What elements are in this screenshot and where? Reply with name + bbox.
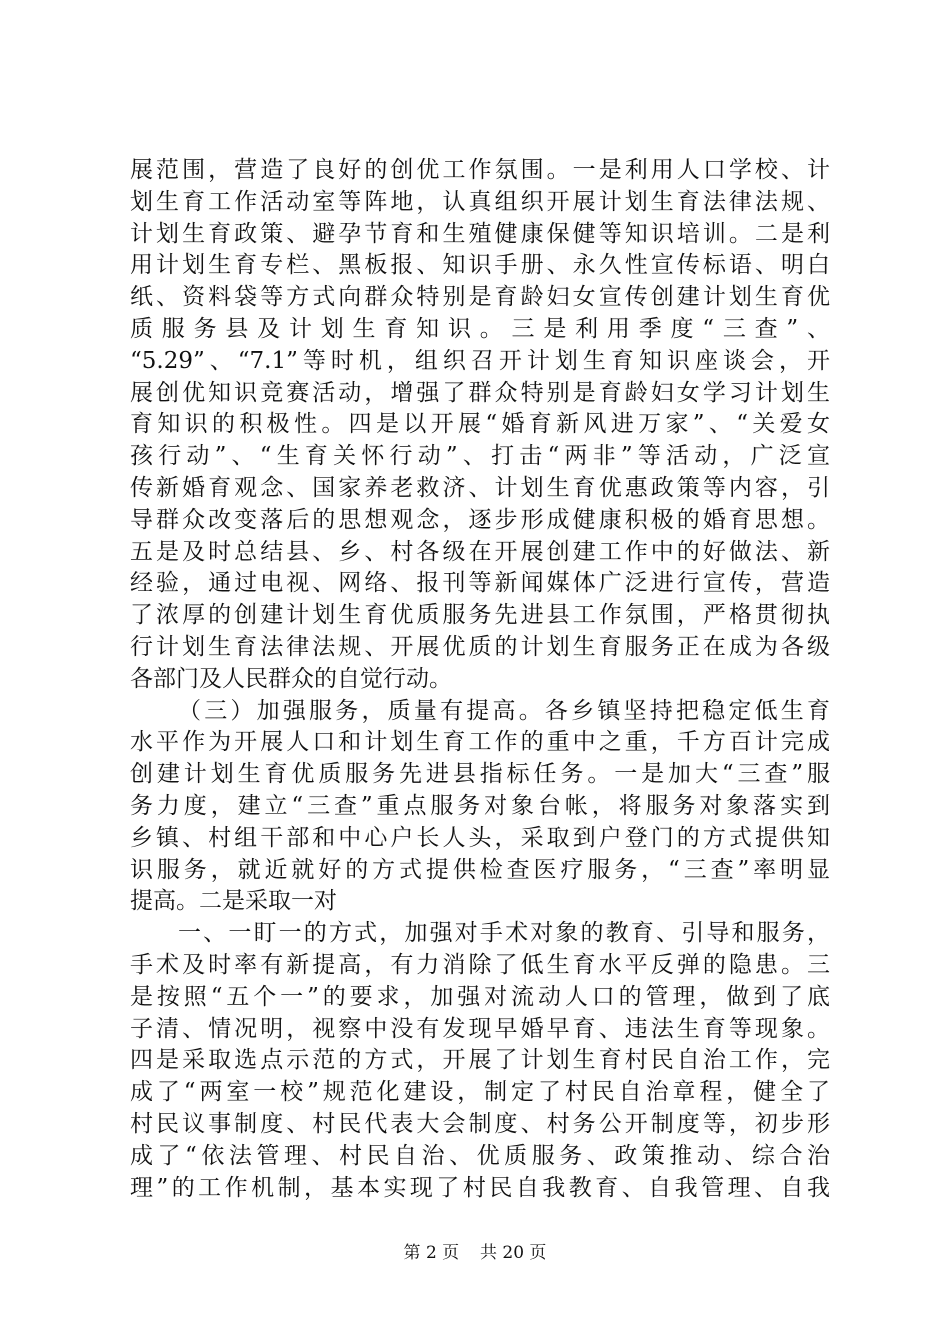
text-line: 纸、资料袋等方式向群众特别是育龄妇女宣传创建计划生育优 bbox=[130, 284, 830, 311]
text-line: “5.29”、“7.1”等时机，组织召开计划生育知识座谈会，开 bbox=[130, 347, 830, 374]
text-line: 理”的工作机制，基本实现了村民自我教育、自我管理、自我 bbox=[130, 1174, 830, 1201]
text-line: 村民议事制度、村民代表大会制度、村务公开制度等，初步形 bbox=[130, 1110, 830, 1137]
text-line: 识服务，就近就好的方式提供检查医疗服务，“三查”率明显 bbox=[130, 856, 830, 883]
text-line: 传新婚育观念、国家养老救济、计划生育优惠政策等内容，引 bbox=[130, 474, 830, 501]
text-line: 务力度，建立“三查”重点服务对象台帐，将服务对象落实到 bbox=[130, 792, 830, 819]
text-line: 乡镇、村组干部和中心户长人头，采取到户登门的方式提供知 bbox=[130, 824, 830, 851]
text-line: 手术及时率有新提高，有力消除了低生育水平反弹的隐患。三 bbox=[130, 951, 830, 978]
text-line: 成了“两室一校”规范化建设，制定了村民自治章程，健全了 bbox=[130, 1079, 830, 1106]
body-text bbox=[130, 155, 830, 1204]
text-line: 导群众改变落后的思想观念，逐步形成健康积极的婚育思想。 bbox=[130, 506, 830, 533]
paragraph-first-line: （三）加强服务，质量有提高。各乡镇坚持把稳定低生育 bbox=[178, 697, 830, 724]
page-footer bbox=[0, 1241, 950, 1265]
text-line: 划生育工作活动室等阵地，认真组织开展计划生育法律法规、 bbox=[130, 188, 830, 215]
text-line: 是按照“五个一”的要求，加强对流动人口的管理，做到了底 bbox=[130, 983, 830, 1010]
text-line: 展创优知识竞赛活动，增强了群众特别是育龄妇女学习计划生 bbox=[130, 379, 830, 406]
text-line: 各部门及人民群众的自觉行动。 bbox=[130, 665, 452, 692]
page-number: 第 2 页 bbox=[403, 1243, 460, 1263]
paragraph-first-line: 一、一盯一的方式，加强对手术对象的教育、引导和服务， bbox=[178, 920, 830, 947]
text-line: 子清、情况明，视察中没有发现早婚早育、违法生育等现象。 bbox=[130, 1015, 830, 1042]
text-line: 用计划生育专栏、黑板报、知识手册、永久性宣传标语、明白 bbox=[130, 252, 830, 279]
text-line: 质服务县及计划生育知识。三是利用季度“三查”、 bbox=[130, 315, 830, 342]
text-line: 行计划生育法律法规、开展优质的计划生育服务正在成为各级 bbox=[130, 633, 830, 660]
text-line: 育知识的积极性。四是以开展“婚育新风进万家”、“关爱女 bbox=[130, 411, 830, 438]
text-line: 水平作为开展人口和计划生育工作的重中之重，千方百计完成 bbox=[130, 729, 830, 756]
text-line: 创建计划生育优质服务先进县指标任务。一是加大“三查”服 bbox=[130, 761, 830, 788]
page-total: 共 20 页 bbox=[479, 1243, 547, 1263]
text-line: 成了“依法管理、村民自治、优质服务、政策推动、综合治 bbox=[130, 1142, 830, 1169]
text-line: 四是采取选点示范的方式，开展了计划生育村民自治工作，完 bbox=[130, 1047, 830, 1074]
text-line: 提高。二是采取一对 bbox=[130, 888, 337, 915]
text-line: 了浓厚的创建计划生育优质服务先进县工作氛围，严格贯彻执 bbox=[130, 602, 830, 629]
text-line: 五是及时总结县、乡、村各级在开展创建工作中的好做法、新 bbox=[130, 538, 830, 565]
text-line: 经验，通过电视、网络、报刊等新闻媒体广泛进行宣传，营造 bbox=[130, 570, 830, 597]
text-line: 展范围，营造了良好的创优工作氛围。一是利用人口学校、计 bbox=[130, 157, 830, 183]
text-line: 计划生育政策、避孕节育和生殖健康保健等知识培训。二是利 bbox=[130, 220, 830, 247]
text-line: 孩行动”、“生育关怀行动”、打击“两非”等活动，广泛宣 bbox=[130, 443, 830, 470]
